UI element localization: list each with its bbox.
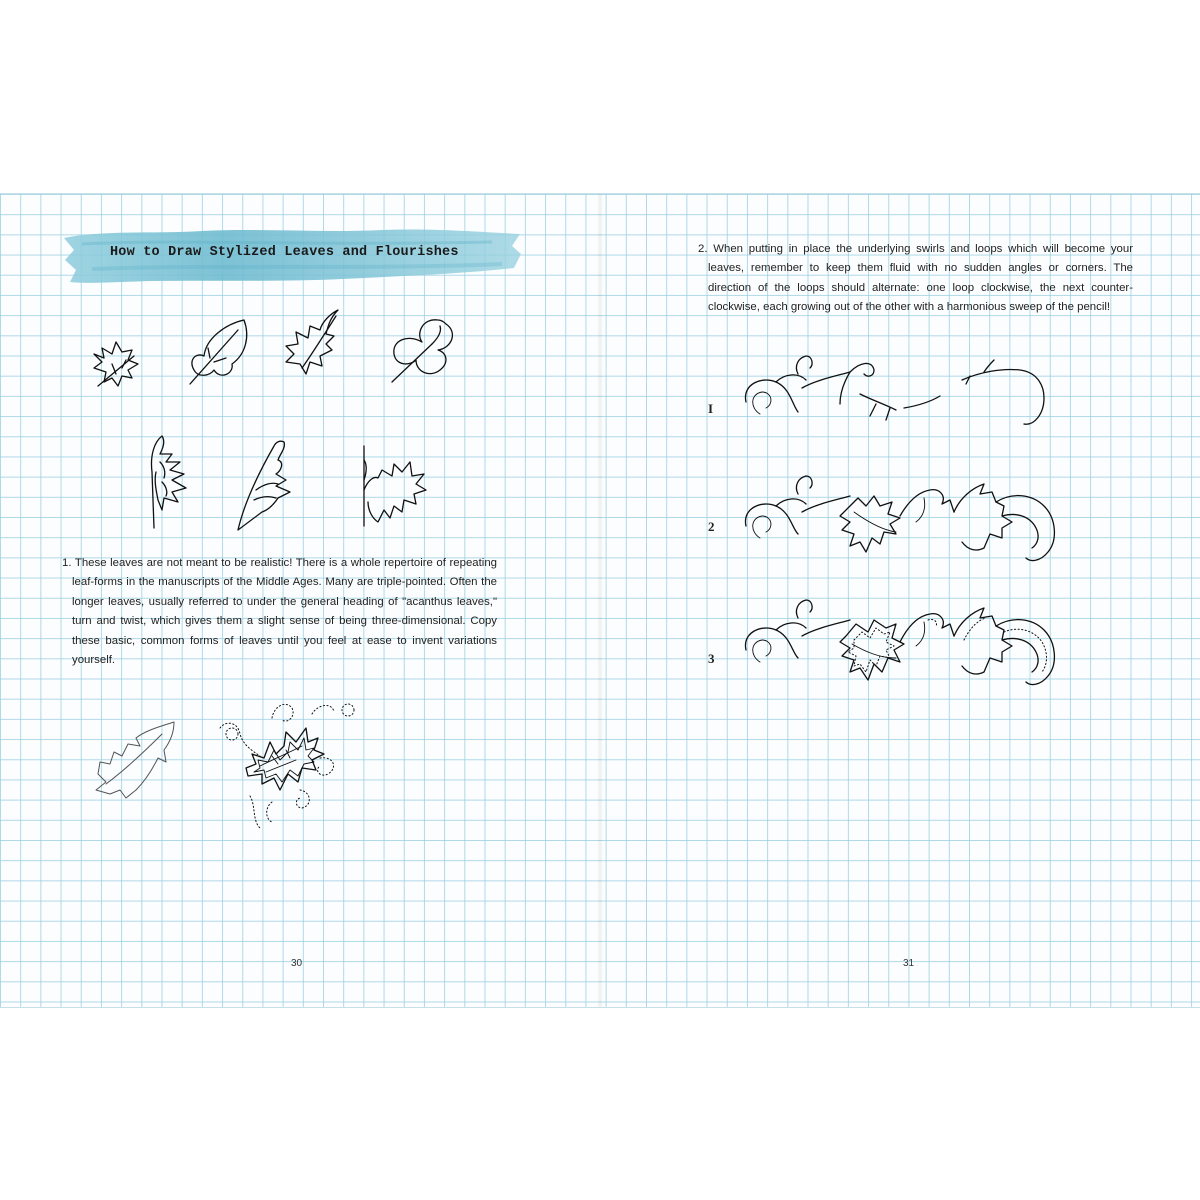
flourish-step-1-swirls bbox=[740, 352, 1066, 442]
leaf-drawing-3 bbox=[282, 304, 352, 389]
pencil-acanthus-leaf bbox=[92, 718, 182, 804]
long-leaf-drawing-2 bbox=[234, 434, 299, 534]
leaf-drawing-4 bbox=[386, 314, 461, 389]
leaf-drawing-1 bbox=[88, 334, 148, 394]
instruction-paragraph-2: 2. When putting in place the underlying swirls and loops which will become your leaves, remember to keep them fluid with no sudden angles or corners. The direction of the loops should alternate: one loop clockwise, the next counter-clockwise, each growing out of the other with a harmonious sweep of the pencil! bbox=[698, 243, 1133, 314]
page-title: How to Draw Stylized Leaves and Flourishes bbox=[110, 245, 459, 260]
flourish-step-3-finished bbox=[740, 596, 1066, 696]
leaf-drawing-2 bbox=[186, 314, 256, 394]
right-page bbox=[602, 194, 1200, 1007]
page-number-right: 31 bbox=[903, 958, 915, 969]
left-page bbox=[0, 194, 598, 1007]
long-leaf-drawing-1 bbox=[132, 432, 202, 532]
long-leaf-drawing-3 bbox=[354, 440, 434, 532]
instruction-paragraph-1: 1. These leaves are not meant to be realistic! There is a whole repertoire of repeating leaf-forms in the manuscripts of the Middle Ages. Many are triple-pointed. Often the longer leaves, usually referred to under the general heading of "acanthus leaves," turn and twist, which gives them a slight sense of being three-dimensional. Copy these basic, common forms of leaves until you feel at ease to invent variations yourself. bbox=[62, 557, 497, 667]
step-label-1: I bbox=[708, 401, 714, 416]
page-number-left: 30 bbox=[291, 958, 303, 969]
book-spread bbox=[0, 193, 1200, 1008]
flourish-step-2-leaves bbox=[740, 472, 1066, 572]
step-label-3: 3 bbox=[708, 651, 715, 666]
step-label-2: 2 bbox=[708, 519, 715, 534]
ink-acanthus-with-dotted-flourishes bbox=[216, 698, 358, 830]
